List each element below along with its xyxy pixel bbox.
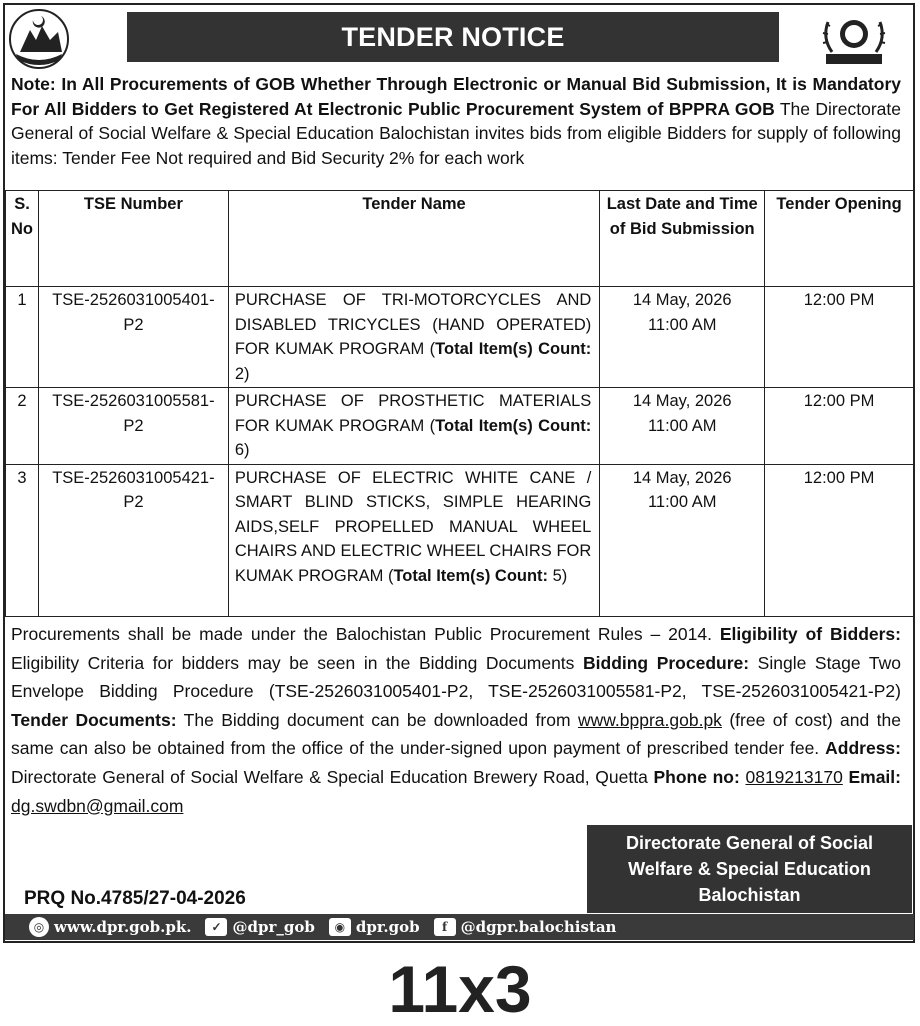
documents-text-continued: (free of cost) and the same can also be obtained from the office of the under-signed upon payment of prescribed tender fee. bbox=[11, 709, 901, 759]
address-text: Directorate General of Social Welfare & Special Education Brewery Road, Quetta bbox=[11, 766, 654, 787]
bid-time: 11:00 AM bbox=[647, 315, 717, 334]
row-opening: 12:00 PM bbox=[765, 388, 914, 465]
row-opening: 12:00 PM bbox=[765, 287, 914, 388]
procurement-details bbox=[11, 620, 901, 820]
issuing-authority bbox=[587, 825, 912, 913]
eligibility-label: Eligibility of Bidders: bbox=[719, 624, 901, 644]
social-welfare-emblem-icon bbox=[818, 8, 890, 70]
item-count-label: Total Item(s) Count: bbox=[393, 566, 549, 585]
ad-size-label: 11x3 bbox=[388, 952, 532, 1026]
header-sno: S. No bbox=[6, 191, 39, 287]
item-count-label: Total Item(s) Count: bbox=[435, 340, 592, 358]
facebook-icon: f bbox=[434, 918, 456, 936]
documents-label: Tender Documents: bbox=[11, 709, 177, 730]
table-row bbox=[6, 287, 914, 388]
tender-name-text: PURCHASE OF PROSTHETIC MATERIALS FOR KUMAK PROGRAM bbox=[234, 392, 592, 435]
bid-time: 11:00 AM bbox=[647, 416, 717, 435]
row-tse-number: TSE-2526031005581-P2 bbox=[38, 388, 228, 465]
table-header-row bbox=[6, 191, 914, 287]
row-tender-name: PURCHASE OF PROSTHETIC MATERIALS FOR KUMAK PROGRAM (Total Item(s) Count: 6) bbox=[228, 388, 599, 465]
bid-time: 11:00 AM bbox=[647, 493, 717, 511]
registration-note: Note: In All Procurements of GOB Whether Through Electronic or Manual Bid Submission, It is Mandatory For All Bidders to Get Registered At Electronic Public Procurement System of BPPRA GOB bbox=[11, 74, 901, 119]
bid-date: 14 May, 2026 bbox=[632, 291, 732, 309]
row-tse-number: TSE-2526031005421-P2 bbox=[38, 464, 228, 616]
tender-table bbox=[5, 190, 914, 617]
footer-facebook bbox=[434, 918, 617, 936]
header-tender-name: Tender Name bbox=[228, 191, 599, 287]
address-label: Address: bbox=[825, 738, 901, 759]
procedure-text: Single Stage Two Envelope Bidding Procedure (TSE-2526031005401-P2, TSE-2526031005581-P2, TSE-2526031005421-P2) bbox=[11, 652, 901, 702]
footer-twitter bbox=[205, 918, 314, 936]
row-sno: 2 bbox=[6, 388, 39, 465]
item-count-label: Total Item(s) Count: bbox=[435, 416, 592, 435]
prq-number: PRQ No.4785/27-04-2026 bbox=[24, 888, 246, 909]
intro-text: The Directorate General of Social Welfare & Special Education Balochistan invites bids from eligible Bidders for supply of following items: Tender Fee Not required and Bid Security 2% for each work bbox=[11, 98, 901, 168]
bid-date: 14 May, 2026 bbox=[632, 392, 732, 410]
bppra-website-link[interactable]: www.bppra.gob.pk bbox=[577, 709, 722, 730]
row-tender-name: PURCHASE OF ELECTRIC WHITE CANE / SMART BLIND STICKS, SIMPLE HEARING AIDS,SELF PROPELLED MANUAL WHEEL CHAIRS AND ELECTRIC WHEEL CHAIRS FOR KUMAK PROGRAM (Total Item(s) Count: 5) bbox=[228, 464, 599, 616]
row-opening: 12:00 PM bbox=[765, 464, 914, 616]
tender-notice-title: TENDER NOTICE bbox=[127, 12, 779, 62]
row-last-date bbox=[600, 388, 765, 465]
row-tender-name: PURCHASE OF TRI-MOTORCYCLES AND DISABLED TRICYCLES (HAND OPERATED) FOR KUMAK PROGRAM (Total Item(s) Count: 2) bbox=[228, 287, 599, 388]
row-tse-number: TSE-2526031005401-P2 bbox=[38, 287, 228, 388]
header-last-date: Last Date and Time of Bid Submission bbox=[600, 191, 765, 287]
twitter-icon: ✓ bbox=[205, 918, 227, 936]
instagram-icon: ◉ bbox=[329, 918, 351, 936]
row-sno: 3 bbox=[6, 464, 39, 616]
row-sno: 1 bbox=[6, 287, 39, 388]
documents-text: The Bidding document can be downloaded from bbox=[176, 709, 578, 730]
table-row bbox=[6, 388, 914, 465]
procedure-label: Bidding Procedure: bbox=[583, 652, 750, 673]
footer-website-link[interactable]: www.dpr.gob.pk. bbox=[54, 918, 192, 936]
email-link[interactable]: dg.swdbn@gmail.com bbox=[11, 795, 184, 816]
facebook-handle[interactable]: @dgpr.balochistan bbox=[460, 918, 617, 936]
row-last-date bbox=[600, 287, 765, 388]
instagram-handle[interactable]: dpr.gob bbox=[355, 918, 420, 936]
header-tse-number: TSE Number bbox=[38, 191, 228, 287]
footer-instagram bbox=[329, 918, 420, 936]
phone-number[interactable]: 0819213170 bbox=[745, 766, 843, 787]
tender-name-text: PURCHASE OF TRI-MOTORCYCLES AND DISABLED TRICYCLES (HAND OPERATED) FOR KUMAK PROGRAM bbox=[234, 291, 592, 358]
twitter-handle[interactable]: @dpr_gob bbox=[232, 918, 315, 936]
eligibility-text: Eligibility Criteria for bidders may be seen in the Bidding Documents bbox=[11, 652, 583, 673]
item-count-value: 6) bbox=[234, 441, 250, 459]
header-tender-opening: Tender Opening bbox=[765, 191, 914, 287]
phone-label: Phone no: bbox=[653, 766, 740, 787]
item-count-value: 5) bbox=[548, 566, 568, 585]
procurement-rules-text: Procurements shall be made under the Balochistan Public Procurement Rules – 2014. bbox=[11, 624, 720, 644]
authority-line-1: Directorate General of Social bbox=[625, 833, 874, 853]
globe-icon: ◎ bbox=[29, 917, 49, 937]
row-last-date bbox=[600, 464, 765, 616]
footer-bar bbox=[5, 914, 914, 940]
bid-date: 14 May, 2026 bbox=[632, 468, 732, 487]
authority-line-3: Balochistan bbox=[698, 885, 801, 905]
table-row bbox=[6, 464, 914, 616]
item-count-value: 2) bbox=[234, 364, 250, 383]
footer-web bbox=[29, 917, 191, 937]
email-label: Email: bbox=[848, 766, 901, 787]
balochistan-govt-emblem-icon bbox=[6, 8, 72, 70]
authority-line-2: Welfare & Special Education bbox=[628, 859, 871, 879]
tender-name-text: PURCHASE OF ELECTRIC WHITE CANE / SMART BLIND STICKS, SIMPLE HEARING AIDS,SELF PROPELLED MANUAL WHEEL CHAIRS AND ELECTRIC WHEEL CHAIRS FOR KUMAK PROGRAM bbox=[234, 468, 592, 585]
intro-paragraph bbox=[11, 72, 901, 170]
